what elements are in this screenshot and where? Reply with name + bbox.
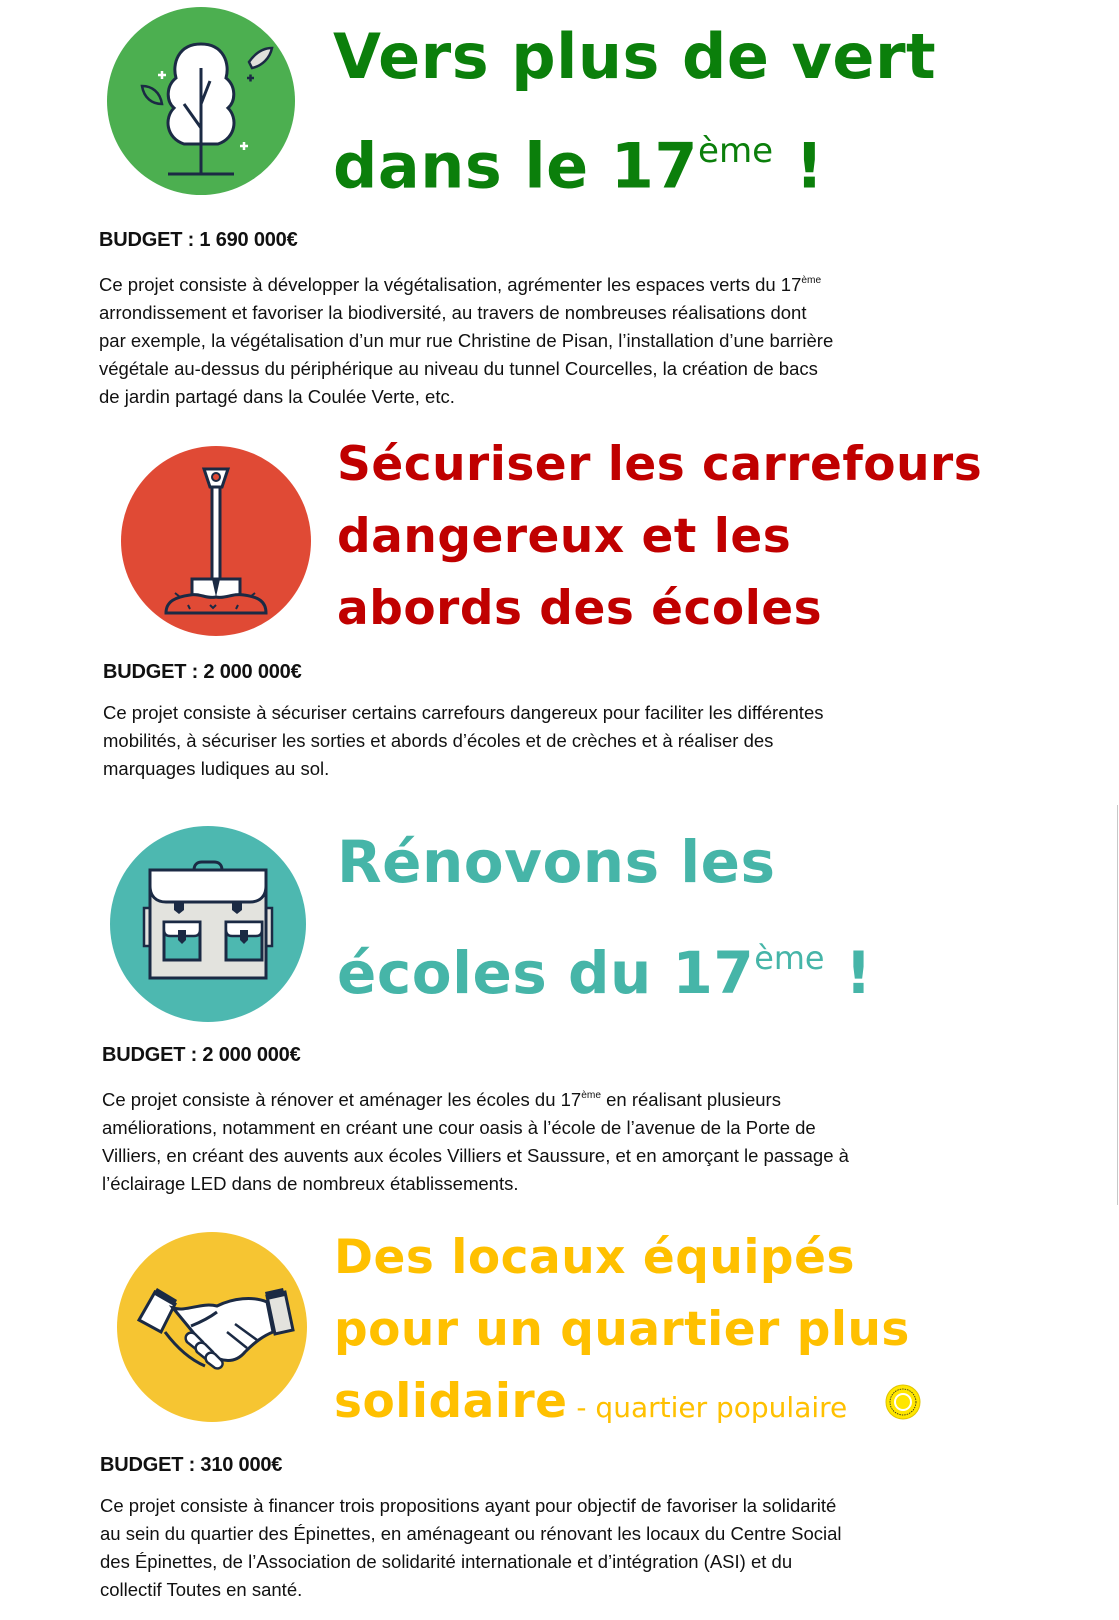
title-line: Des locaux équipés xyxy=(334,1230,855,1285)
section-title xyxy=(337,814,872,1021)
shovel-icon xyxy=(120,445,312,637)
title-line: dangereux et les xyxy=(337,509,792,564)
budget-amount: BUDGET : 2 000 000€ xyxy=(103,661,302,683)
title-line: solidaire - quartier populaire xyxy=(334,1374,848,1429)
budget-amount: BUDGET : 1 690 000€ xyxy=(99,229,298,251)
project-description: Ce projet consiste à financer trois propositions ayant pour objectif de favoriser la solidarité au sein du quartier des Épinettes, en aménageant ou rénovant les locaux du Centre Social des Épinettes, de l’Association de solidarité internationale et d’intégration (ASI) et du collectif Toutes en santé. xyxy=(100,1495,842,1600)
handshake-icon xyxy=(117,1232,307,1422)
project-description: Ce projet consiste à développer la végétalisation, agrémenter les espaces verts du 17ème arrondissement et favoriser la biodiversité, au travers de nombreuses réalisations dont par exemple, la végétalisation d’un mur rue Christine de Pisan, l’installation d’une barrière végétale au-dessus du périphérique au niveau du tunnel Courcelles, la création de bacs de jardin partagé dans la Coulée Verte, etc. xyxy=(99,274,834,408)
project-description: Ce projet consiste à rénover et aménager les écoles du 17ème en réalisant plusieurs améliorations, notamment en créant une cour oasis à l’école de l’avenue de la Porte de Villiers, en créant des auvents aux écoles Villiers et Saussure, et en amorçant le passage à l’éclairage LED dans de nombreux établissements. xyxy=(102,1089,849,1195)
title-line: pour un quartier plus xyxy=(334,1302,910,1357)
budget-amount: BUDGET : 310 000€ xyxy=(100,1454,283,1476)
project-description: Ce projet consiste à sécuriser certains carrefours dangereux pour faciliter les différentes mobilités, à sécuriser les sorties et abords d’écoles et de crèches et à réaliser des marquages ludiques au sol. xyxy=(103,702,824,779)
title-line: abords des écoles xyxy=(337,581,823,636)
title-line: Vers plus de vert xyxy=(333,20,937,93)
section-title xyxy=(337,429,982,645)
title-line: écoles du 17ème ! xyxy=(337,938,873,1007)
section-title xyxy=(334,1222,910,1444)
title-line: Sécuriser les carrefours xyxy=(337,437,983,492)
quartier-populaire-badge-icon xyxy=(885,1384,921,1420)
schoolbag-icon xyxy=(110,826,306,1022)
right-edge-divider xyxy=(1117,805,1118,1205)
tree-icon xyxy=(106,6,296,196)
title-line: Rénovons les xyxy=(337,828,776,896)
title-subtitle: - quartier populaire xyxy=(567,1391,848,1424)
title-line: dans le 17ème ! xyxy=(333,129,825,203)
section-title xyxy=(333,10,936,214)
budget-amount: BUDGET : 2 000 000€ xyxy=(102,1044,301,1066)
